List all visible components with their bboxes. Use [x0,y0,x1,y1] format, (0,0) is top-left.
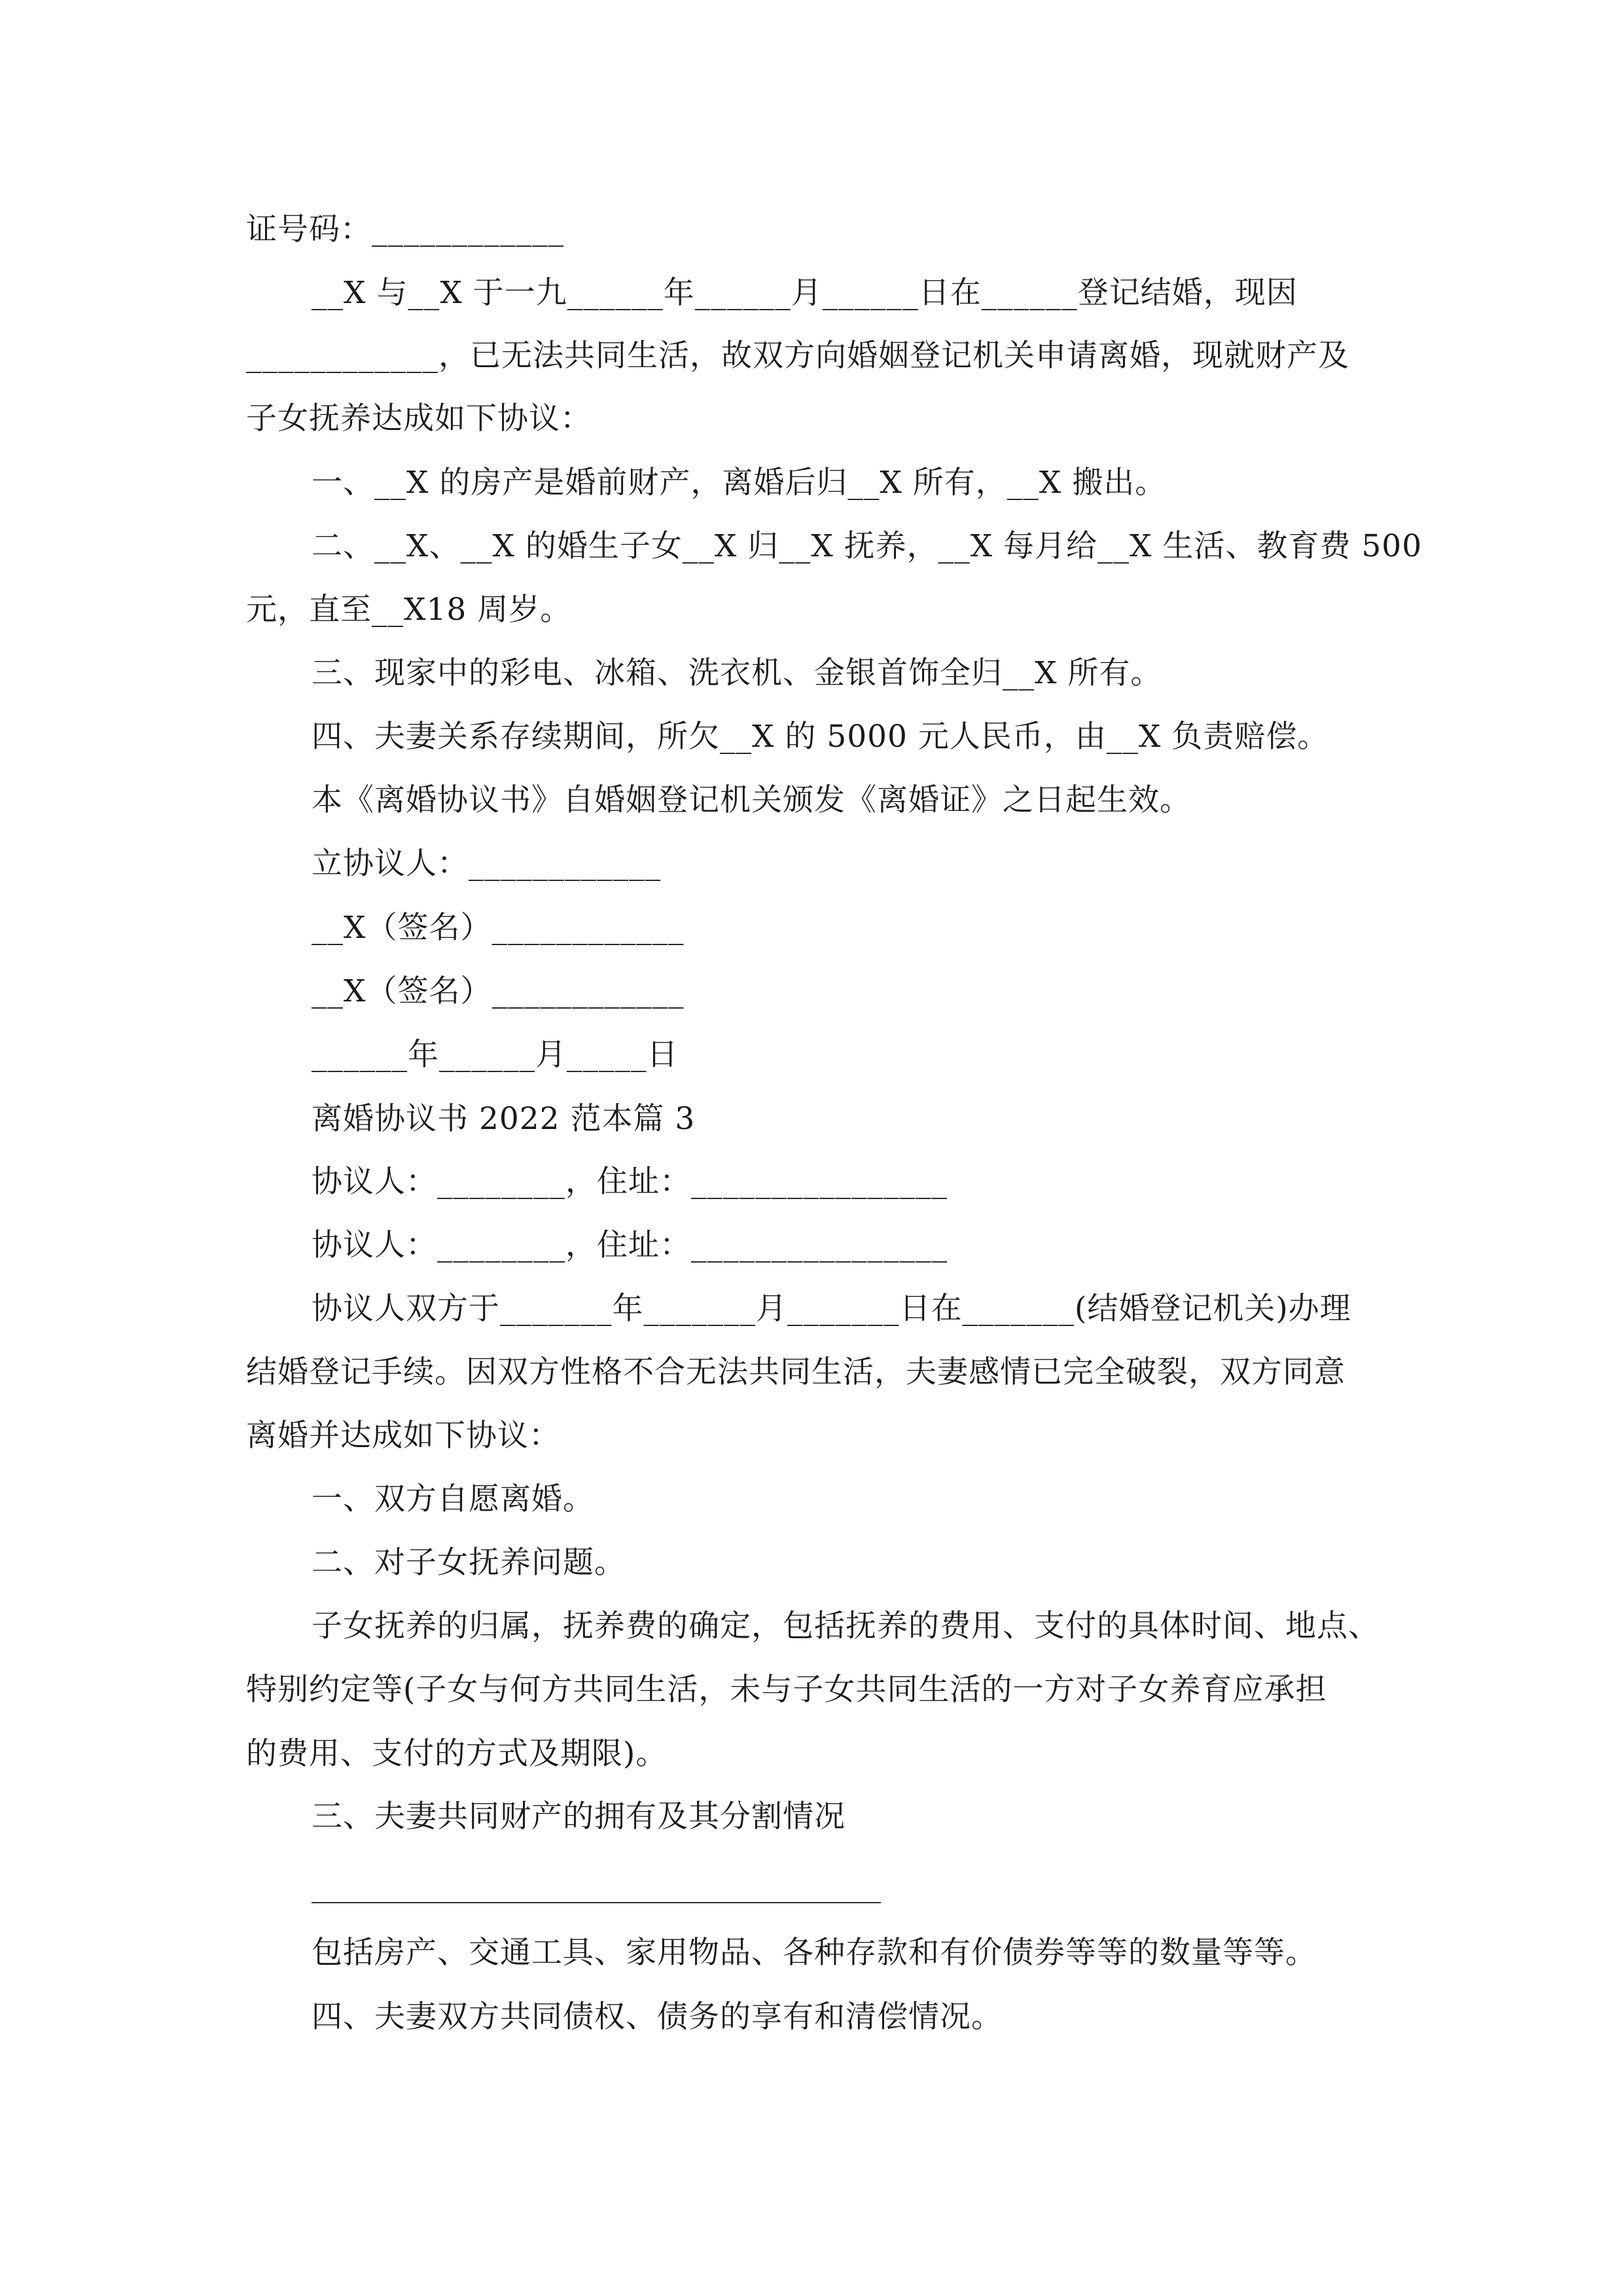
text-line: 四、夫妻双方共同债权、债务的享有和清偿情况。 [312,1999,1003,2035]
text-line: __X（签名）____________ [312,973,685,1009]
text-line: 的费用、支付的方式及期限)。 [246,1736,668,1772]
section-heading: 离婚协议书 2022 范本篇 3 [312,1101,696,1137]
text-line: 特别约定等(子女与何方共同生活，未与子女共同生活的一方对子女养育应承担 [246,1672,1327,1708]
text-line: 子女抚养达成如下协议： [246,401,592,437]
text-line: 协议人：________，住址：________________ [312,1227,948,1263]
text-line: 子女抚养的归属，抚养费的确定，包括抚养的费用、支付的具体时间、地点、 [312,1608,1380,1644]
text-line: 本《离婚协议书》自婚姻登记机关颁发《离婚证》之日起生效。 [312,782,1191,818]
text-line: 二、对子女抚养问题。 [312,1545,626,1581]
text-line: ____________，已无法共同生活，故双方向婚姻登记机关申请离婚，现就财产及 [246,338,1349,374]
text-line: 一、__X 的房产是婚前财产，离婚后归__X 所有，__X 搬出。 [312,465,1167,501]
text-line: __X（签名）____________ [312,910,685,946]
text-line: ______年______月_____日 [312,1037,679,1073]
text-line: 二、__X、__X 的婚生子女__X 归__X 抚养，__X 每月给__X 生活、教育费 500 [312,528,1423,564]
text-line: 证号码：____________ [246,211,564,247]
text-line: 结婚登记手续。因双方性格不合无法共同生活，夫妻感情已完全破裂，双方同意 [246,1354,1346,1390]
text-line: 协议人：________，住址：________________ [312,1164,948,1200]
text-line: 立协议人：____________ [312,846,661,882]
text-line: 协议人双方于_______年_______月_______日在_______(结婚登记机关)办理 [312,1291,1351,1327]
text-line: 一、双方自愿离婚。 [312,1481,594,1517]
text-line: 包括房产、交通工具、家用物品、各种存款和有价债券等等的数量等等。 [312,1935,1317,1971]
text-line: 元，直至__X18 周岁。 [246,592,572,628]
blank-rule [312,1902,881,1903]
text-line: 三、夫妻共同财产的拥有及其分割情况 [312,1799,846,1835]
text-line: __X 与__X 于一九______年______月______日在______登记结婚，现因 [312,275,1298,311]
text-line: 四、夫妻关系存续期间，所欠__X 的 5000 元人民币，由__X 负责赔偿。 [312,719,1329,755]
document-page [246,0,1423,2296]
text-line: 三、现家中的彩电、冰箱、洗衣机、金银首饰全归__X 所有。 [312,655,1162,691]
text-line: 离婚并达成如下协议： [246,1418,560,1454]
